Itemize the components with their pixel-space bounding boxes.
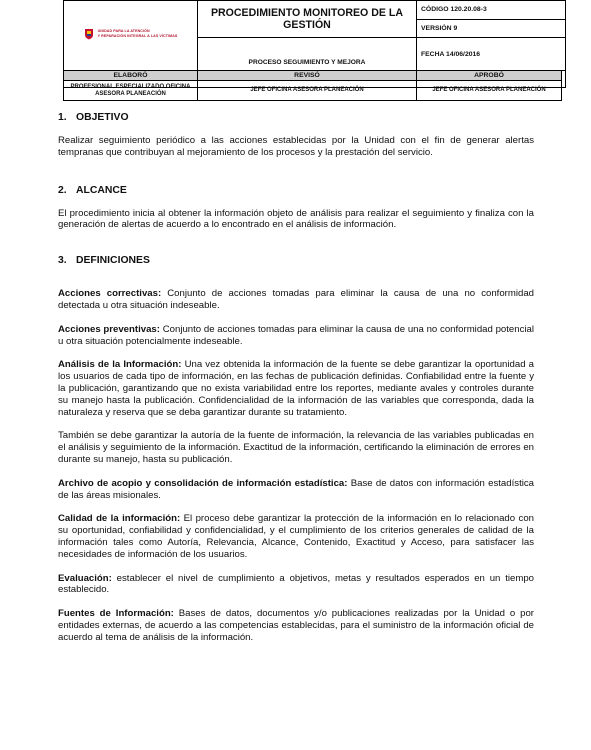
elaboro-label: ELABORÓ <box>64 71 198 81</box>
definition-fuentes-informacion: Fuentes de Información: Bases de datos, documentos y/o publicaciones realizadas por la Unidad o por entidades externas, de acuerdo a las competencias establecidas, para el suministro de la información oficial de acuerdo al tema de análisis de la información. <box>58 608 534 643</box>
emblem-icon <box>84 28 94 40</box>
logo-line-1: UNIDAD PARA LA ATENCIÓN <box>97 29 150 34</box>
definition-acciones-preventivas: Acciones preventivas: Conjunto de acciones tomadas para eliminar la causa de una no conformidad potencial u otra situación potencialmente indeseable. <box>58 323 534 347</box>
date-cell: FECHA 14/06/2016 <box>417 38 566 71</box>
approval-table <box>63 70 562 101</box>
alcance-text: El procedimiento inicia al obtener la información objeto de análisis para realizar el seguimiento y finaliza con la generación de alertas de acuerdo a lo encontrado en el análisis de información. <box>58 207 534 231</box>
code-cell: CÓDIGO 120.20.08-3 <box>417 1 566 20</box>
aprobo-name: JEFE OFICINA ASESORA PLANEACIÓN <box>417 81 562 101</box>
section-heading-definiciones: 3. DEFINICIONES <box>58 255 150 267</box>
aprobo-label: APROBÓ <box>417 71 562 81</box>
document-title: PROCEDIMIENTO MONITOREO DE LA GESTIÓN <box>210 7 404 31</box>
logo-cell <box>64 1 198 71</box>
elaboro-name: PROFESIONAL ESPECIALIZADO OFICINA ASESORA PLANEACIÓN <box>64 81 198 101</box>
definition-calidad-informacion: Calidad de la información: El proceso debe garantizar la protección de la información en lo relacionado con su oportunidad, confiabilidad y confidencialidad, y el cumplimiento de los criterios generales de calidad de la información tales como Autoría, Relevancia, Alcance, Contenido, Exactitud y Acceso, para satisfacer las necesidades de información de los usuarios. <box>58 513 534 560</box>
definition-acciones-correctivas: Acciones correctivas: Conjunto de acciones tomadas para eliminar la causa de una no conformidad detectada u otra situación indeseable. <box>58 288 534 311</box>
title-cell <box>198 1 417 38</box>
definition-autoria-paragraph: También se debe garantizar la autoría de la fuente de información, la relevancia de las variables publicadas en el análisis y seguimiento de la información. Exactitud de la información, certificando la eliminación de errores en durante su manejo, hasta su publicación. <box>58 430 534 465</box>
unidad-victimas-logo <box>84 28 178 40</box>
version-cell: VERSIÓN 9 <box>417 19 566 38</box>
document-body <box>58 110 534 644</box>
definition-analisis-informacion: Análisis de la Información: Una vez obtenida la información de la fuente se debe garantizar la oportunidad a los usuarios de cada tipo de información, en las fechas de publicación definidas. Confiabilidad entre la fuente y la publicación, garantizando que no exista variabilidad entre los reportes, mediante avales y controles durante su manejo hasta la publicación. Confidencialidad de la información de las variables que corresponda, dada la naturaleza y reserva que se deba garantizar durante su tratamiento. <box>58 359 534 418</box>
definition-evaluacion: Evaluación: establecer el nivel de cumplimiento a objetivos, metas y resultados esperados en un tiempo establecido. <box>58 572 534 596</box>
logo-line-2: Y REPARACIÓN INTEGRAL A LAS VÍCTIMAS <box>97 33 178 38</box>
definition-archivo-acopio: Archivo de acopio y consolidación de información estadística: Base de datos con información estadística de las áreas misionales. <box>58 477 534 501</box>
objetivo-text: Realizar seguimiento periódico a las acciones establecidas por la Unidad con el fin de generar alertas tempranas que contribuyan al mejoramiento de los procesos y la prestación del servicio. <box>58 135 534 158</box>
reviso-name: JEFE OFICINA ASESORA PLANEACIÓN <box>198 81 417 101</box>
section-heading-alcance: 2. ALCANCE <box>58 184 127 196</box>
section-heading-objetivo: 1. OBJETIVO <box>58 112 129 123</box>
reviso-label: REVISÓ <box>198 71 417 81</box>
process-name: PROCESO SEGUIMIENTO Y MEJORA <box>198 38 417 88</box>
